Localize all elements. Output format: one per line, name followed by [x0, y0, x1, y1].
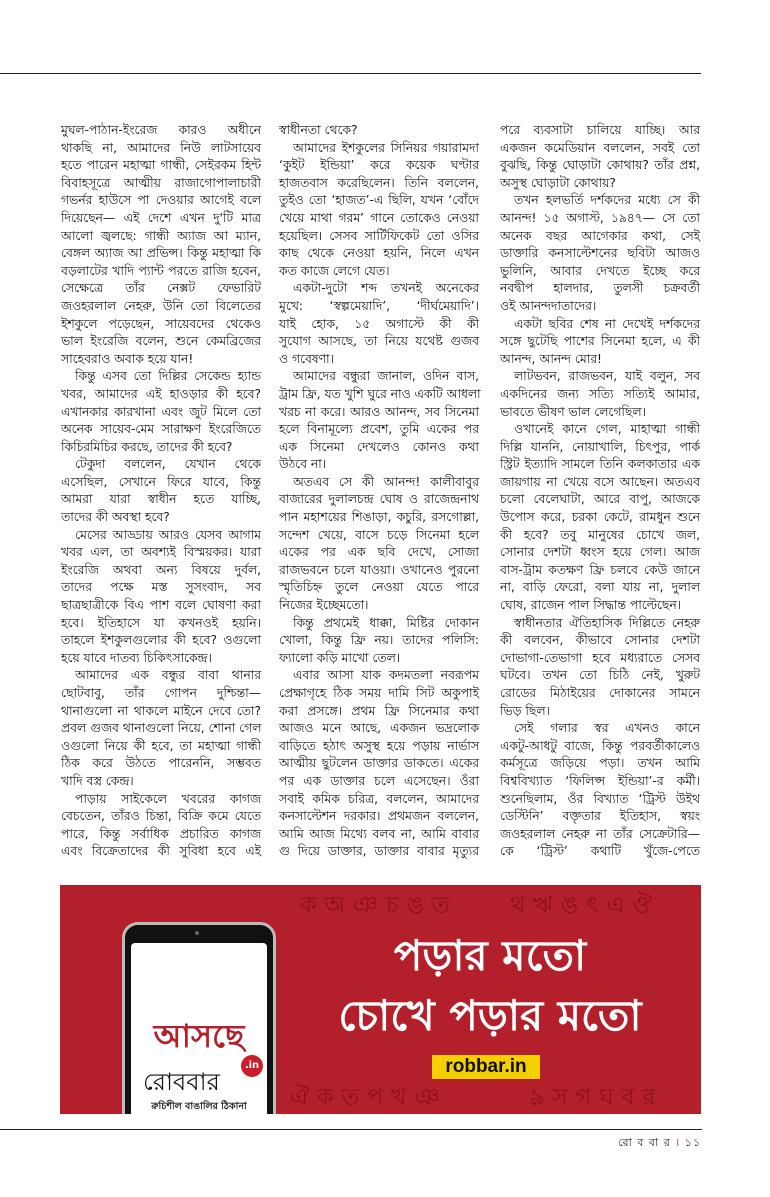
text-line: আত্মীয় ছুটলেন ডাক্তার ডাকতে। একের — [279, 756, 479, 771]
text-line: ঘটবে। তখন তো চিঠি নেই, খুরুট — [500, 668, 700, 683]
paragraph — [279, 368, 479, 474]
paragraph — [61, 791, 261, 861]
text-line: এক সিনেমা দেখলেও কোনও কথা — [279, 439, 479, 454]
paragraph — [500, 615, 700, 721]
text-line: যাই হোক, ১৫ অগাস্টে কী কী — [279, 316, 479, 331]
ad-background-letters: ক অ ঞ চ ঙ ত — [300, 891, 450, 919]
robbar-advertisement[interactable] — [60, 885, 701, 1114]
text-line: দোভাগা-তেভাগা হবে মধ্যরাতে সেসব — [500, 650, 700, 665]
ad-background-letters: থ ঋ ঙ ৎ এ ঔ — [510, 891, 652, 919]
text-line: নবদ্বীপ হালদার, তুলসী চক্রবর্তী — [500, 281, 700, 296]
paragraph — [279, 140, 479, 281]
text-line: ইংরেজি অথবা অন্য বিষয়ে দুর্বল, — [61, 562, 261, 577]
text-line: আনন্দ! ১৫ অগাস্ট, ১৯৪৭— সে তো — [500, 210, 700, 225]
text-line: প্রবল গুজব থানাগুলো নিয়ে, শোনা গেল — [61, 721, 262, 736]
text-line: আমাদের বন্ধুরা জানাল, ওদিন বাস, — [293, 369, 479, 384]
text-line: আজও মনে আছে, একজন ভদ্রলোক — [279, 721, 479, 736]
text-line: আমি আজ মিথ্যে বলব না, আমি বাবার — [279, 826, 479, 841]
text-line: অতএব সে কী আনন্দ! কালীবাবুর — [293, 474, 479, 489]
text-line: অনেক বছর আগেকার কথা, সেই — [500, 228, 700, 243]
text-line: বাজারের দুলালচন্দ্র ঘোষ ও রাজেন্দ্রনাথ — [279, 492, 479, 507]
text-line: তুইও তো ‘হাজত’-এ ছিলি, যখন ‘বোঁদে — [279, 193, 479, 208]
text-line: খাদি বস্ত্র কেন্দ্র। — [61, 773, 134, 788]
text-line: তখন হলভর্তি দর্শকদের মধ্যে সে কী — [514, 193, 700, 208]
text-line: সুযোগ আসছে, তা নিয়ে যথেষ্ট গুজব — [279, 334, 479, 349]
paragraph — [279, 122, 479, 140]
text-line: রোডের মিঠাইয়ের দোকানের সামনে — [500, 686, 700, 700]
text-line: ওই আনন্দদাতাদের। — [500, 298, 597, 313]
text-line: স্বাধীনতার ঐতিহাসিক দিল্লিতে নেহরু — [514, 615, 700, 630]
paragraph — [279, 667, 479, 861]
text-line: এখানকার কারখানা এবং জুট মিলে তো — [61, 404, 261, 419]
article-column-2 — [279, 122, 479, 861]
text-line: ভিড় ছিল। — [500, 703, 550, 718]
text-line: তাদের কী অবস্থা হবে? — [61, 510, 170, 525]
paragraph — [61, 667, 261, 790]
text-line: ভাবতে ভীষণ ভাল লেগেছিল। — [500, 404, 646, 419]
text-line: কিন্তু প্রথমেই ধাক্কা, মিষ্টির দোকান — [293, 615, 479, 630]
text-line: তাদের পক্ষে মস্ত সুসংবাদ, সব — [61, 580, 261, 595]
text-line: বেঙ্গল অ্যাজ আ প্রভিন্স। কিন্তু মহাত্মা কি — [61, 246, 261, 261]
text-line: কী বলবেন, কীভাবে সোনার দেশটা — [500, 633, 700, 648]
text-line: শুনেছিলাম, ওঁর বিখ্যাত ‘ট্রিস্ট উইথ — [500, 791, 700, 806]
text-line: হলে বিনামূল্যে প্রবেশ, তুমি একের পর — [279, 422, 479, 437]
ad-headline-2: চোখে পড়ার মতো — [338, 991, 642, 1040]
paragraph — [61, 527, 261, 668]
paragraph — [61, 456, 261, 526]
text-line: ওখানেই কানে গেল, মাহাত্মা গান্ধী — [514, 422, 700, 437]
text-line: ছোটবাবু, তাঁর গোপন দুশ্চিন্তা— — [61, 686, 261, 700]
text-line: আমরা যারা স্বাধীন হতে যাচ্ছি, — [61, 492, 261, 507]
text-line: কত কাজে লেগে যেত। — [279, 263, 390, 278]
text-line: নিজের ইচ্ছেমতো। — [279, 598, 369, 613]
text-line: স্ট্রিট ইত্যাদি সামলে তিনি কলকাতার এক — [500, 457, 700, 472]
coming-soon-text: আসছে — [153, 1017, 245, 1055]
page-number: ১১ — [684, 1136, 701, 1149]
text-line: এবং বিক্রেতাদের কী সুবিধা হবে এই — [61, 844, 261, 859]
robbar-logo: রোববার — [143, 1068, 220, 1096]
text-line: ও গবেষণা। — [279, 351, 334, 366]
text-line: সন্দেশ খেয়ে, বাসে চড়ে সিনেমা হলে — [279, 527, 479, 542]
text-line: পর এক ডাক্তার চলে এসেছেন। ওঁরা — [279, 773, 479, 788]
text-line: প্রেক্ষাগৃহে ঠিক সময় দামি সিট অকুপাই — [279, 686, 479, 700]
text-line: পরে ব্যবসাটা চালিয়ে যাচ্ছি। আর — [500, 123, 700, 137]
paragraph — [500, 368, 700, 421]
bottom-rule — [0, 1129, 702, 1130]
text-line: উপোস করে, চরকা কেটে, রামধুন শুনে — [500, 510, 700, 525]
text-line: সবাই কমিক চরিত্র, বললেন, আমাদের — [279, 791, 479, 806]
text-line: সোনার দেশটা ধ্বংস হয়ে গেল। আজ — [500, 545, 700, 560]
paragraph — [279, 280, 479, 368]
ad-tagline: রুচিশীল বাঙালির ঠিকানা — [151, 1101, 247, 1112]
text-line: একদিনের জন্য সত্যি সত্যিই আমার, — [500, 386, 700, 401]
text-line: অনেক সায়েব-মেম সারাক্ষণ ইংরেজিতে — [61, 422, 261, 437]
text-line: বাড়িতে হঠাৎ অসুস্থ হয়ে পড়ায় নার্ভাস — [279, 738, 479, 753]
text-line: কিন্তু এসব তো দিল্লির সেকেন্ড হ্যান্ড — [75, 369, 261, 384]
phone-screen — [131, 943, 267, 1114]
paragraph — [500, 122, 700, 192]
text-line: একের পর এক ছবি দেখে, সোজা — [279, 545, 479, 560]
text-line: কাছ থেকে নেওয়া হয়নি, নিলে এখন — [279, 246, 479, 261]
text-line: একটু-আধটু বাজে, কিন্তু পরবর্তীকালেও — [500, 738, 700, 753]
text-line: ‘কুইট ইন্ডিয়া’ করে কয়েক ঘণ্টার — [279, 158, 479, 173]
article-column-3 — [500, 122, 700, 861]
paragraph — [500, 421, 700, 615]
text-line: কে ‘ট্রিস্ট’ কথাটি খুঁজে-পেতে — [500, 844, 700, 859]
text-line: একটা ছবির শেষ না দেখেই দর্শকদের — [514, 316, 700, 331]
top-rule — [0, 73, 701, 74]
text-line: লাটভবন, রাজভবন, যাই বলুন, সব — [514, 369, 700, 384]
text-line: গভর্নর হাউসে পা দেওয়ার আগেই বলে — [61, 193, 261, 208]
text-line: খরচ না করে। আরও আনন্দ, সব সিনেমা — [279, 404, 479, 419]
text-line: বিশ্ববিখ্যাত ‘ফিলিপ্স ইন্ডিয়া’-র কর্মী। — [500, 773, 700, 788]
text-line: ট্রাম ফ্রি, যত খুশি ঘুরে নাও একটি আধলা — [279, 386, 481, 401]
text-line: বেচতেন, তাঁরও চিন্তা, বিক্রি কমে যেতে — [61, 809, 261, 824]
paragraph — [61, 368, 261, 456]
text-line: রাজভবনে চলে যাওয়া। ওখানেও পুরনো — [279, 562, 479, 577]
paragraph — [279, 615, 479, 668]
ad-headline-1: পড়ার মতো — [393, 931, 587, 980]
text-line: ফ্যালো কড়ি মাখো তেল। — [279, 650, 401, 665]
text-line: ছাত্রছাত্রীকে বিএ পাশ বলে ঘোষণা করা — [61, 598, 261, 613]
text-line: সেক্ষেত্রে তাঁর নেক্সট ফেভারিট — [61, 281, 261, 296]
text-line: ভুলিনি, আবার দেখতে ইচ্ছে করে — [500, 263, 700, 278]
text-line: ঘোষ, রাজেন পাল সিদ্ধান্ত পাল্টেছেন। — [500, 598, 682, 613]
text-line: অসুস্থ ঘোড়াটা কোথায়? — [500, 175, 616, 190]
page-footer — [618, 1134, 701, 1153]
text-line: স্বাধীনতা থেকে? — [279, 123, 358, 137]
text-line: জায়গায় না খেয়ে বসে আছেন। অতএব — [500, 474, 700, 489]
magazine-name: রো ব বা র — [618, 1136, 671, 1149]
text-line: হবে। ইতিহাসে যা কখনওই হয়নি। — [61, 615, 261, 630]
text-line: আমাদের ইশকুলের সিনিয়র গয়ারামদা — [293, 140, 479, 155]
text-line: কর্মসূত্রে জড়িয়ে পড়া। তখন আমি — [500, 756, 700, 771]
text-line: গু দিয়ে ডাক্তার, ডাক্তার বাবার মৃত্যুর — [279, 844, 479, 859]
text-line: করা প্রসঙ্গে। প্রথম ফ্রি সিনেমার কথা — [279, 703, 479, 718]
text-line: না, বাড়ি ফেরো, বলা যায় না, দুলাল — [500, 580, 700, 595]
text-line: উঠবে না। — [279, 457, 327, 472]
text-line: এবার আসা যাক কদমতলা নবরূপম — [293, 668, 479, 683]
text-line: আনন্দ, আনন্দ মোর! — [500, 351, 602, 366]
text-line: স্মৃতিচিহ্ন তুলে নেওয়া যেতে পারে — [279, 580, 479, 595]
text-line: আমাদের এক বন্ধুর বাবা থানার — [75, 668, 261, 683]
text-line: খেয়ে মাথা গরম’ গানে তোকেও নেওয়া — [279, 210, 479, 225]
text-line: পারে, কিন্তু সর্বাধিক প্রচারিত কাগজ — [61, 826, 261, 841]
text-line: জওহরলাল নেহরু না তাঁর সেক্রেটারি— — [500, 826, 700, 841]
ad-background-letters: ঌ স গ ঘ ব র — [530, 1083, 656, 1111]
text-line: জওহরলাল নেহরু, উনি তো বিলেতের — [61, 298, 261, 313]
text-line: মুঘল-পাঠান-ইংরেজ কারও অধীনে — [61, 123, 261, 137]
text-line: থানাগুলো না থাকলে মাইনে দেবে তো? — [61, 703, 261, 718]
text-line: দিল্লি যাননি, নোয়াখালি, চিৎপুর, পার্ক — [500, 439, 700, 454]
text-line: দিয়েছেন— এই দেশে এখন দু'টি মাত্র — [61, 210, 261, 225]
text-line: পাড়ায় সাইকেলে খবরের কাগজ — [75, 791, 261, 806]
paragraph — [500, 316, 700, 369]
paragraph — [61, 122, 261, 368]
text-line: হয়ে যাবে দাতব্য চিকিৎসাকেন্দ্র। — [61, 650, 212, 665]
ad-background-letters: ঐ ক ত প খ ঞ — [290, 1083, 440, 1111]
text-line: বিবাহসূত্রে আত্মীয় রাজাগোপালাচারী — [61, 175, 261, 190]
text-line: টেকুদা বললেন, যেখান থেকে — [75, 457, 261, 472]
text-line: খবর এল, তা অবশ্যই বিস্ময়কর। যারা — [61, 545, 261, 560]
ad-url-link[interactable]: robbar.in — [432, 1055, 540, 1079]
text-line: ভাল ইংরেজি বলেন, শুনে কেমব্রিজের — [61, 334, 261, 349]
text-line: মেসের আড্ডায় আরও যেসব আগাম — [75, 527, 261, 542]
text-line: খবর, আমাদের এই হাওড়ার কী হবে? — [61, 386, 261, 401]
text-line: চলো বেলেঘাটা, আরে বাপু, আজকে — [500, 492, 700, 507]
text-line: পান মহাশয়ের শিঙাড়া, কচুরি, রসগোল্লা, — [279, 510, 479, 525]
in-badge: .in — [241, 1055, 263, 1077]
text-line: সাহেবরাও অবাক হয়ে যান! — [61, 351, 194, 366]
text-line: মুখে: ‘স্বল্পমেয়াদি’, ‘দীর্ঘমেয়াদি’। — [279, 298, 479, 313]
text-line: তাহলে ইশকুলগুলোর কী হবে? ওগুলো — [61, 633, 261, 648]
text-line: থাকছি না, আমাদের নিউ লাটসায়েব — [61, 140, 261, 155]
text-line: কনসাল্টেশন দরকার। প্রথমজন বললেন, — [279, 809, 479, 824]
text-line: কী হবে? তবু মানুষের চোখে জল, — [500, 527, 700, 542]
text-line: ওগুলো নিয়ে কী হবে, তা মহাত্মা গান্ধী — [61, 738, 261, 753]
text-line: বুঝছি, কিন্তু ঘোড়াটা কোথায়? তাঁর প্রশ্ন, — [500, 158, 700, 173]
text-line: একটা-দুটো শব্দ তখনই অনেকের — [293, 281, 479, 296]
text-line: বাস-ট্রাম কতক্ষণ ফ্রি চলবে কেউ জানে — [500, 562, 700, 577]
text-line: সেই গলার স্বর এখনও কানে — [514, 721, 700, 736]
text-line: একজন কমেডিয়ান বললেন, সবই তো — [500, 140, 700, 155]
phone-illustration — [122, 922, 276, 1114]
article-column-1 — [61, 122, 261, 861]
paragraph — [500, 192, 700, 315]
text-line: হতে পারেন মহাত্মা গান্ধী, সেইরকম হিন্ট — [61, 158, 261, 173]
text-line: কিচিরমিচির করছে, তাদের কী হবে? — [61, 439, 233, 454]
text-line: খোলা, কিন্তু ফ্রি নয়। তাদের পলিসি: — [279, 633, 479, 648]
paragraph — [500, 720, 700, 861]
text-line: এসেছিল, সেখানে ফিরে যাবে, কিন্তু — [61, 474, 261, 489]
footer-separator: । — [675, 1136, 681, 1149]
text-line: বড়লাটের খাদি প্যান্ট পরতে রাজি হবেন, — [61, 263, 261, 278]
text-line: ঠিক করে উঠতে পারেননি, সম্ভবত — [61, 756, 261, 771]
paragraph — [279, 474, 479, 615]
text-line: ইশকুলে পড়েছেন, সায়েবদের থেকেও — [61, 316, 261, 331]
text-line: ডেস্টিনি’ বক্তৃতার ইতিহাস, স্বয়ং — [500, 809, 700, 824]
text-line: সঙ্গে ছুটেছি পাশের সিনেমা হলে, এ কী — [500, 334, 700, 349]
text-line: ডাক্তারি কনসাল্টেশনের ছবিটা আজও — [500, 246, 700, 261]
text-line: হাজতবাস করেছিলেন। তিনি বললেন, — [279, 175, 479, 190]
phone-camera — [195, 931, 199, 935]
text-line: আলো জ্বলছে: গান্ধী অ্যাজ আ ম্যান, — [61, 228, 261, 243]
text-line: হয়েছিল। সেসব সার্টিফিকেট তো ওসির — [279, 228, 479, 243]
